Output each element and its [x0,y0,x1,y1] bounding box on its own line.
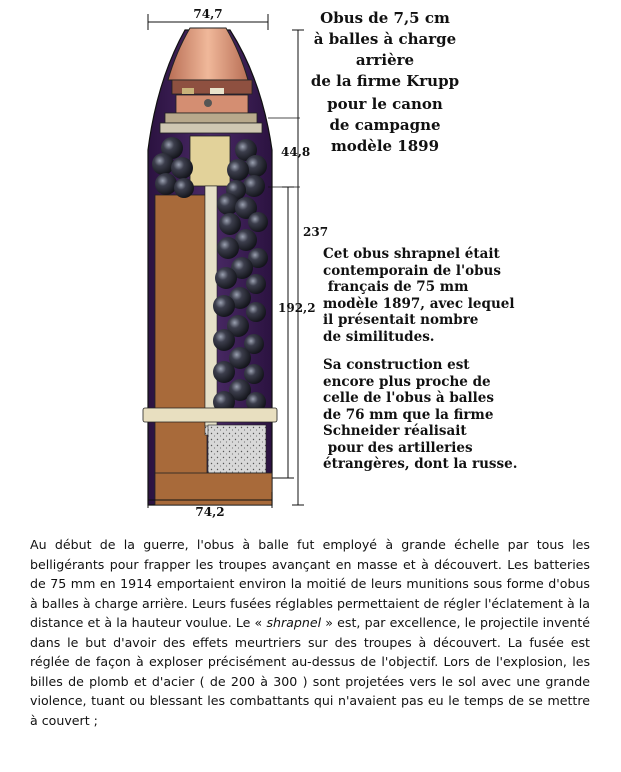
title-line3: de la firme Krupp [310,72,460,90]
title-line6: modèle 1899 [330,137,440,155]
note1-line: Cet obus shrapnel était [323,246,500,262]
top-width-dimension [148,7,268,30]
diagram-subtitle [310,94,460,157]
body-length-label: 192,2 [278,301,316,315]
body-paragraph [30,535,590,730]
head-length-label: 44,8 [281,145,311,159]
note2-line: pour des artilleries [323,439,473,456]
title-line1: Obus de 7,5 cm [320,9,450,27]
time-fuse [160,28,262,133]
note1-line: de similitudes. [323,328,435,345]
driving-band [143,408,277,422]
note-construction [323,357,517,473]
note1-line: français de 75 mm [323,279,469,295]
note2-line: Sa construction est [323,357,470,373]
top-width-label: 74,7 [193,7,223,21]
bottom-width-label: 74,2 [195,505,225,519]
shrapnel-term: shrapnel [266,615,322,630]
body-part2: » est, par excellence, le projectile inventé dans le but d'avoir des effets meurtriers sur des troupes à découvert. La fusée est réglée de façon à exploser précisément au-dessus de l'objectif. Lors de l'explosion, les billes de plomb et d'acier ( de 200 à 300 ) sont projetées vers le sol avec une grande violence, tuant ou blessant les combattants qui n'avaient pas eu le temps de se mettre à couvert ; [30,615,591,728]
total-length-label: 237 [303,225,329,239]
note2-line: Schneider réalisait [323,423,467,439]
note2-line: de 76 mm que la firme [323,406,494,423]
note2-line: étrangères, dont la russe. [323,456,518,472]
diagram-title [300,8,470,92]
body-part1: Au début de la guerre, l'obus à balle fut employé à grande échelle par tous les belligérants pour frapper les troupes avançant en masse et à découvert. Les batteries de 75 mm en 1914 emportaient environ la moitié de leurs munitions sous forme d'obus à balles à charge arrière. Leurs fusées réglables permettaient de régler l'éclatement à la distance et à la hauteur voulue. Le « [30,537,590,630]
note1-line: il présentait nombre [323,312,479,328]
note1-line: modèle 1897, avec lequel [323,295,515,312]
head-length-dimension [268,118,310,187]
note1-line: contemporain de l'obus [323,262,501,279]
title-line5: de campagne [329,116,441,134]
note-comparison [323,246,515,345]
title-line2: à balles à charge arrière [313,30,457,69]
title-line4: pour le canon [327,95,443,113]
note2-line: celle de l'obus à balles [323,390,494,406]
note2-line: encore plus proche de [323,373,491,390]
